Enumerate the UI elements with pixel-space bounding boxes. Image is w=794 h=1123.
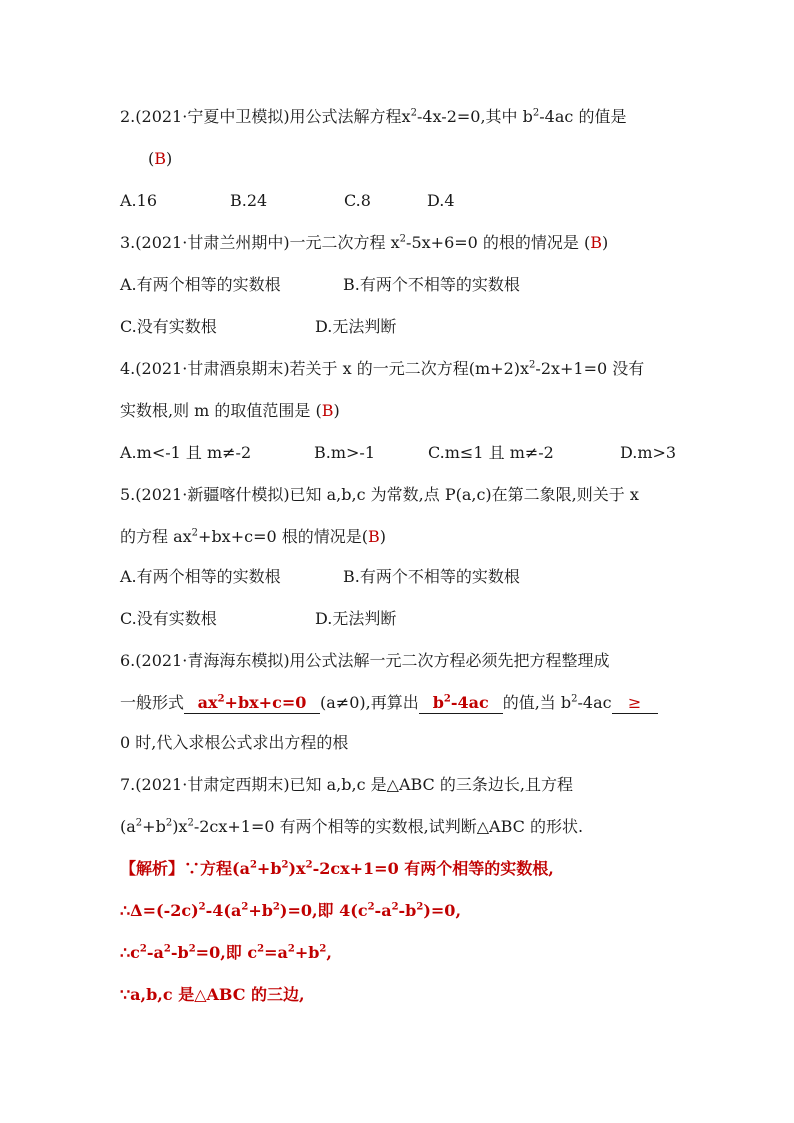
option-c: C.没有实数根 — [120, 317, 217, 336]
q6-stem: 6.(2021·青海海东模拟)用公式法解一元二次方程必须先把方程整理成 — [120, 651, 610, 670]
q6-stem-line3: 0 时,代入求根公式求出方程的根 — [120, 733, 349, 752]
option-a: A.16 — [120, 191, 157, 210]
q4-stem: 4.(2021·甘肃酒泉期末)若关于 x 的一元二次方程$(m+2)x^2-2x+1=0$ 没有 — [120, 359, 645, 378]
option-a: A.m<-1 且 m≠-2 — [120, 443, 252, 462]
answer-mark: B — [590, 233, 603, 252]
option-d: D.m>3 — [620, 443, 677, 462]
q3-stem: 3.(2021·甘肃兰州期中)一元二次方程 $x^2-5x+6=0$ 的根的情况是 (B) — [120, 233, 609, 252]
fill-blank-1: $ax^2+bx+c=0$ — [184, 693, 320, 714]
solution-line-1: 【解析】∵方程$(a^2+b^2)x^2-2cx+1=0$ 有两个相等的实数根, — [120, 859, 554, 878]
option-b: B.有两个不相等的实数根 — [343, 567, 520, 586]
option-d: D.无法判断 — [315, 609, 397, 628]
option-b: B.m>-1 — [314, 443, 376, 462]
option-a: A.有两个相等的实数根 — [120, 275, 281, 294]
option-c: C.8 — [344, 191, 371, 210]
q6-stem-line2: 一般形式 $ax^2+bx+c=0$ (a≠0),再算出 $b^2-4ac$ 的值,当 $b^2-4ac$ ≥ — [120, 692, 680, 714]
q4-stem-line2: 实数根,则 m 的取值范围是 (B) — [120, 401, 340, 420]
solution-line-3: $\therefore c^2-a^2-b^2=0$,即 $c^2=a^2+b^2$, — [120, 943, 332, 962]
option-a: A.有两个相等的实数根 — [120, 567, 281, 586]
option-b: B.有两个不相等的实数根 — [343, 275, 520, 294]
q2-stem: 2.(2021·宁夏中卫模拟)用公式法解方程$x^2-4x-2=0$,其中 $b^2-4ac$ 的值是 — [120, 107, 627, 126]
option-d: D.无法判断 — [315, 317, 397, 336]
q5-stem-line2: 的方程 $ax^2+bx+c=0$ 根的情况是(B) — [120, 527, 387, 546]
q2-answer: (B) — [148, 149, 173, 168]
q5-stem: 5.(2021·新疆喀什模拟)已知 a,b,c 为常数,点 P(a,c)在第二象限,则关于 x — [120, 485, 639, 504]
solution-line-4: ∵a,b,c 是△ABC 的三边, — [120, 985, 305, 1004]
answer-mark: B — [368, 527, 380, 546]
answer-mark: B — [154, 149, 167, 168]
option-c: C.没有实数根 — [120, 609, 217, 628]
option-d: D.4 — [427, 191, 455, 210]
fill-blank-3: ≥ — [612, 693, 658, 714]
q7-stem: 7.(2021·甘肃定西期末)已知 a,b,c 是△ABC 的三条边长,且方程 — [120, 775, 573, 794]
answer-mark: B — [321, 401, 334, 420]
option-c: C.m≤1 且 m≠-2 — [428, 443, 554, 462]
option-b: B.24 — [230, 191, 268, 210]
fill-blank-2: $b^2-4ac$ — [419, 693, 503, 714]
q7-stem-line2: $(a^2+b^2)x^2-2cx+1=0$ 有两个相等的实数根,试判断△ABC 的形状. — [120, 817, 584, 836]
solution-line-2: $\therefore\Delta=(-2c)^2-4(a^2+b^2)=0$,即 $4(c^2-a^2-b^2)=0$, — [120, 901, 462, 920]
